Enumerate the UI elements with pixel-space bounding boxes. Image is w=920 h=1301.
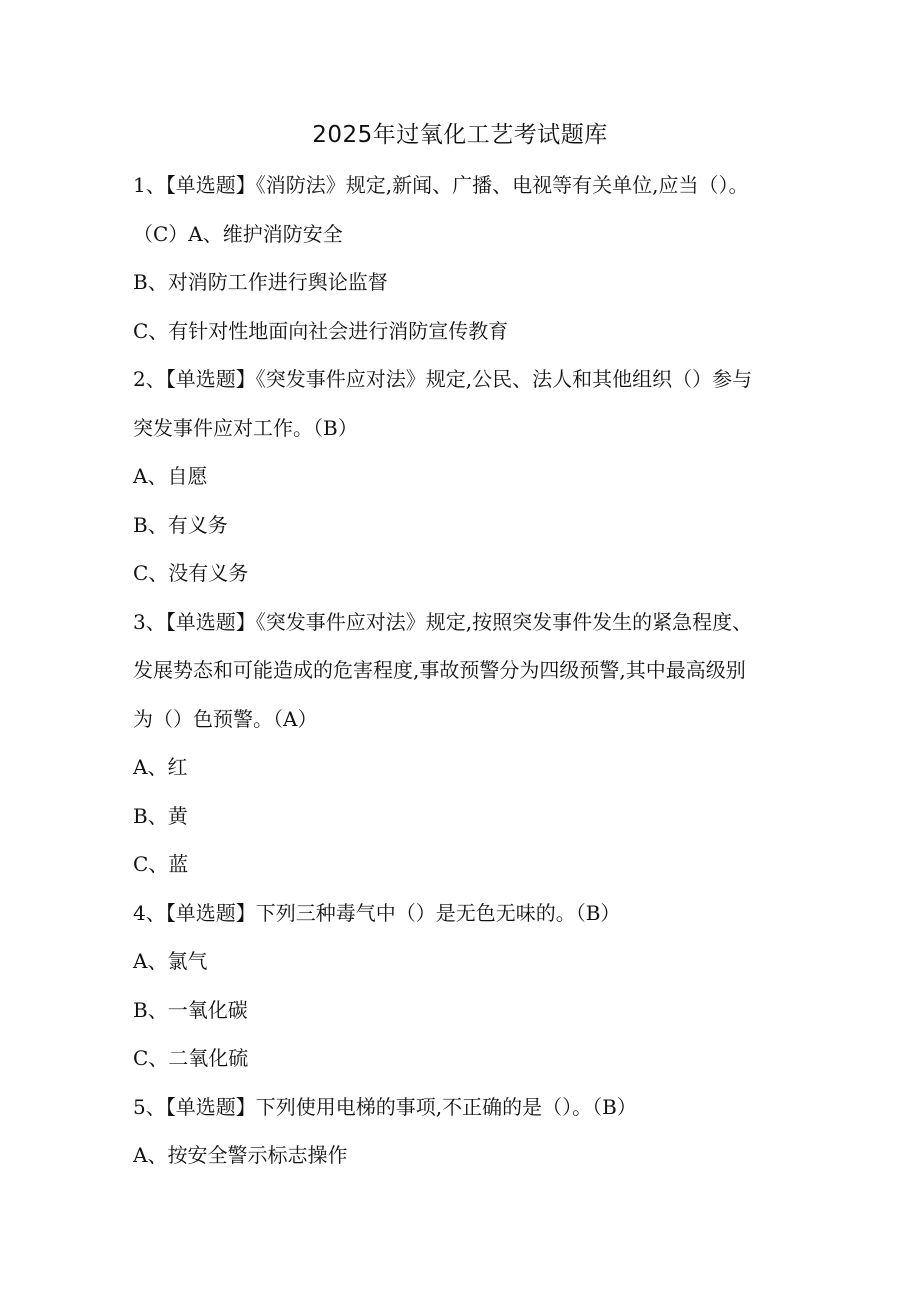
document-title: 2025年过氧化工艺考试题库 bbox=[312, 122, 608, 148]
question-3-option-b: B、黄 bbox=[133, 803, 188, 828]
question-1-option-b: B、对消防工作进行舆论监督 bbox=[133, 270, 388, 294]
question-1-stem: 1、【单选题】《消防法》规定,新闻、广播、电视等有关单位,应当（）。 bbox=[133, 173, 749, 197]
question-3-option-a: A、红 bbox=[133, 755, 188, 779]
question-2-option-b: B、有义务 bbox=[133, 512, 228, 537]
question-3-stem-continued: 发展势态和可能造成的危害程度,事故预警分为四级预警,其中最高级别 bbox=[133, 658, 746, 682]
question-3-option-c: C、蓝 bbox=[133, 852, 189, 876]
question-list bbox=[133, 173, 793, 1192]
question-2-option-c: C、没有义务 bbox=[133, 561, 249, 585]
question-5-stem: 5、【单选题】下列使用电梯的事项,不正确的是（）。（B） bbox=[133, 1094, 637, 1119]
question-4-stem: 4、【单选题】下列三种毒气中（）是无色无味的。（B） bbox=[133, 900, 621, 925]
question-2-option-a: A、自愿 bbox=[133, 464, 208, 488]
question-2-stem: 2、【单选题】《突发事件应对法》规定,公民、法人和其他组织（）参与 bbox=[133, 367, 753, 391]
question-3-stem-end: 为（）色预警。（A） bbox=[133, 706, 318, 731]
question-4-option-a: A、氯气 bbox=[133, 949, 208, 973]
question-2-stem-continued: 突发事件应对工作。（B） bbox=[133, 415, 358, 440]
question-4-option-c: C、二氧化硫 bbox=[133, 1046, 249, 1070]
question-1-option-c: C、有针对性地面向社会进行消防宣传教育 bbox=[133, 318, 509, 343]
question-1-option-a: （C）A、维护消防安全 bbox=[133, 221, 343, 246]
question-3-stem: 3、【单选题】《突发事件应对法》规定,按照突发事件发生的紧急程度、 bbox=[133, 609, 753, 634]
question-5-option-a: A、按安全警示标志操作 bbox=[133, 1143, 348, 1167]
question-4-option-b: B、一氧化碳 bbox=[133, 997, 248, 1022]
